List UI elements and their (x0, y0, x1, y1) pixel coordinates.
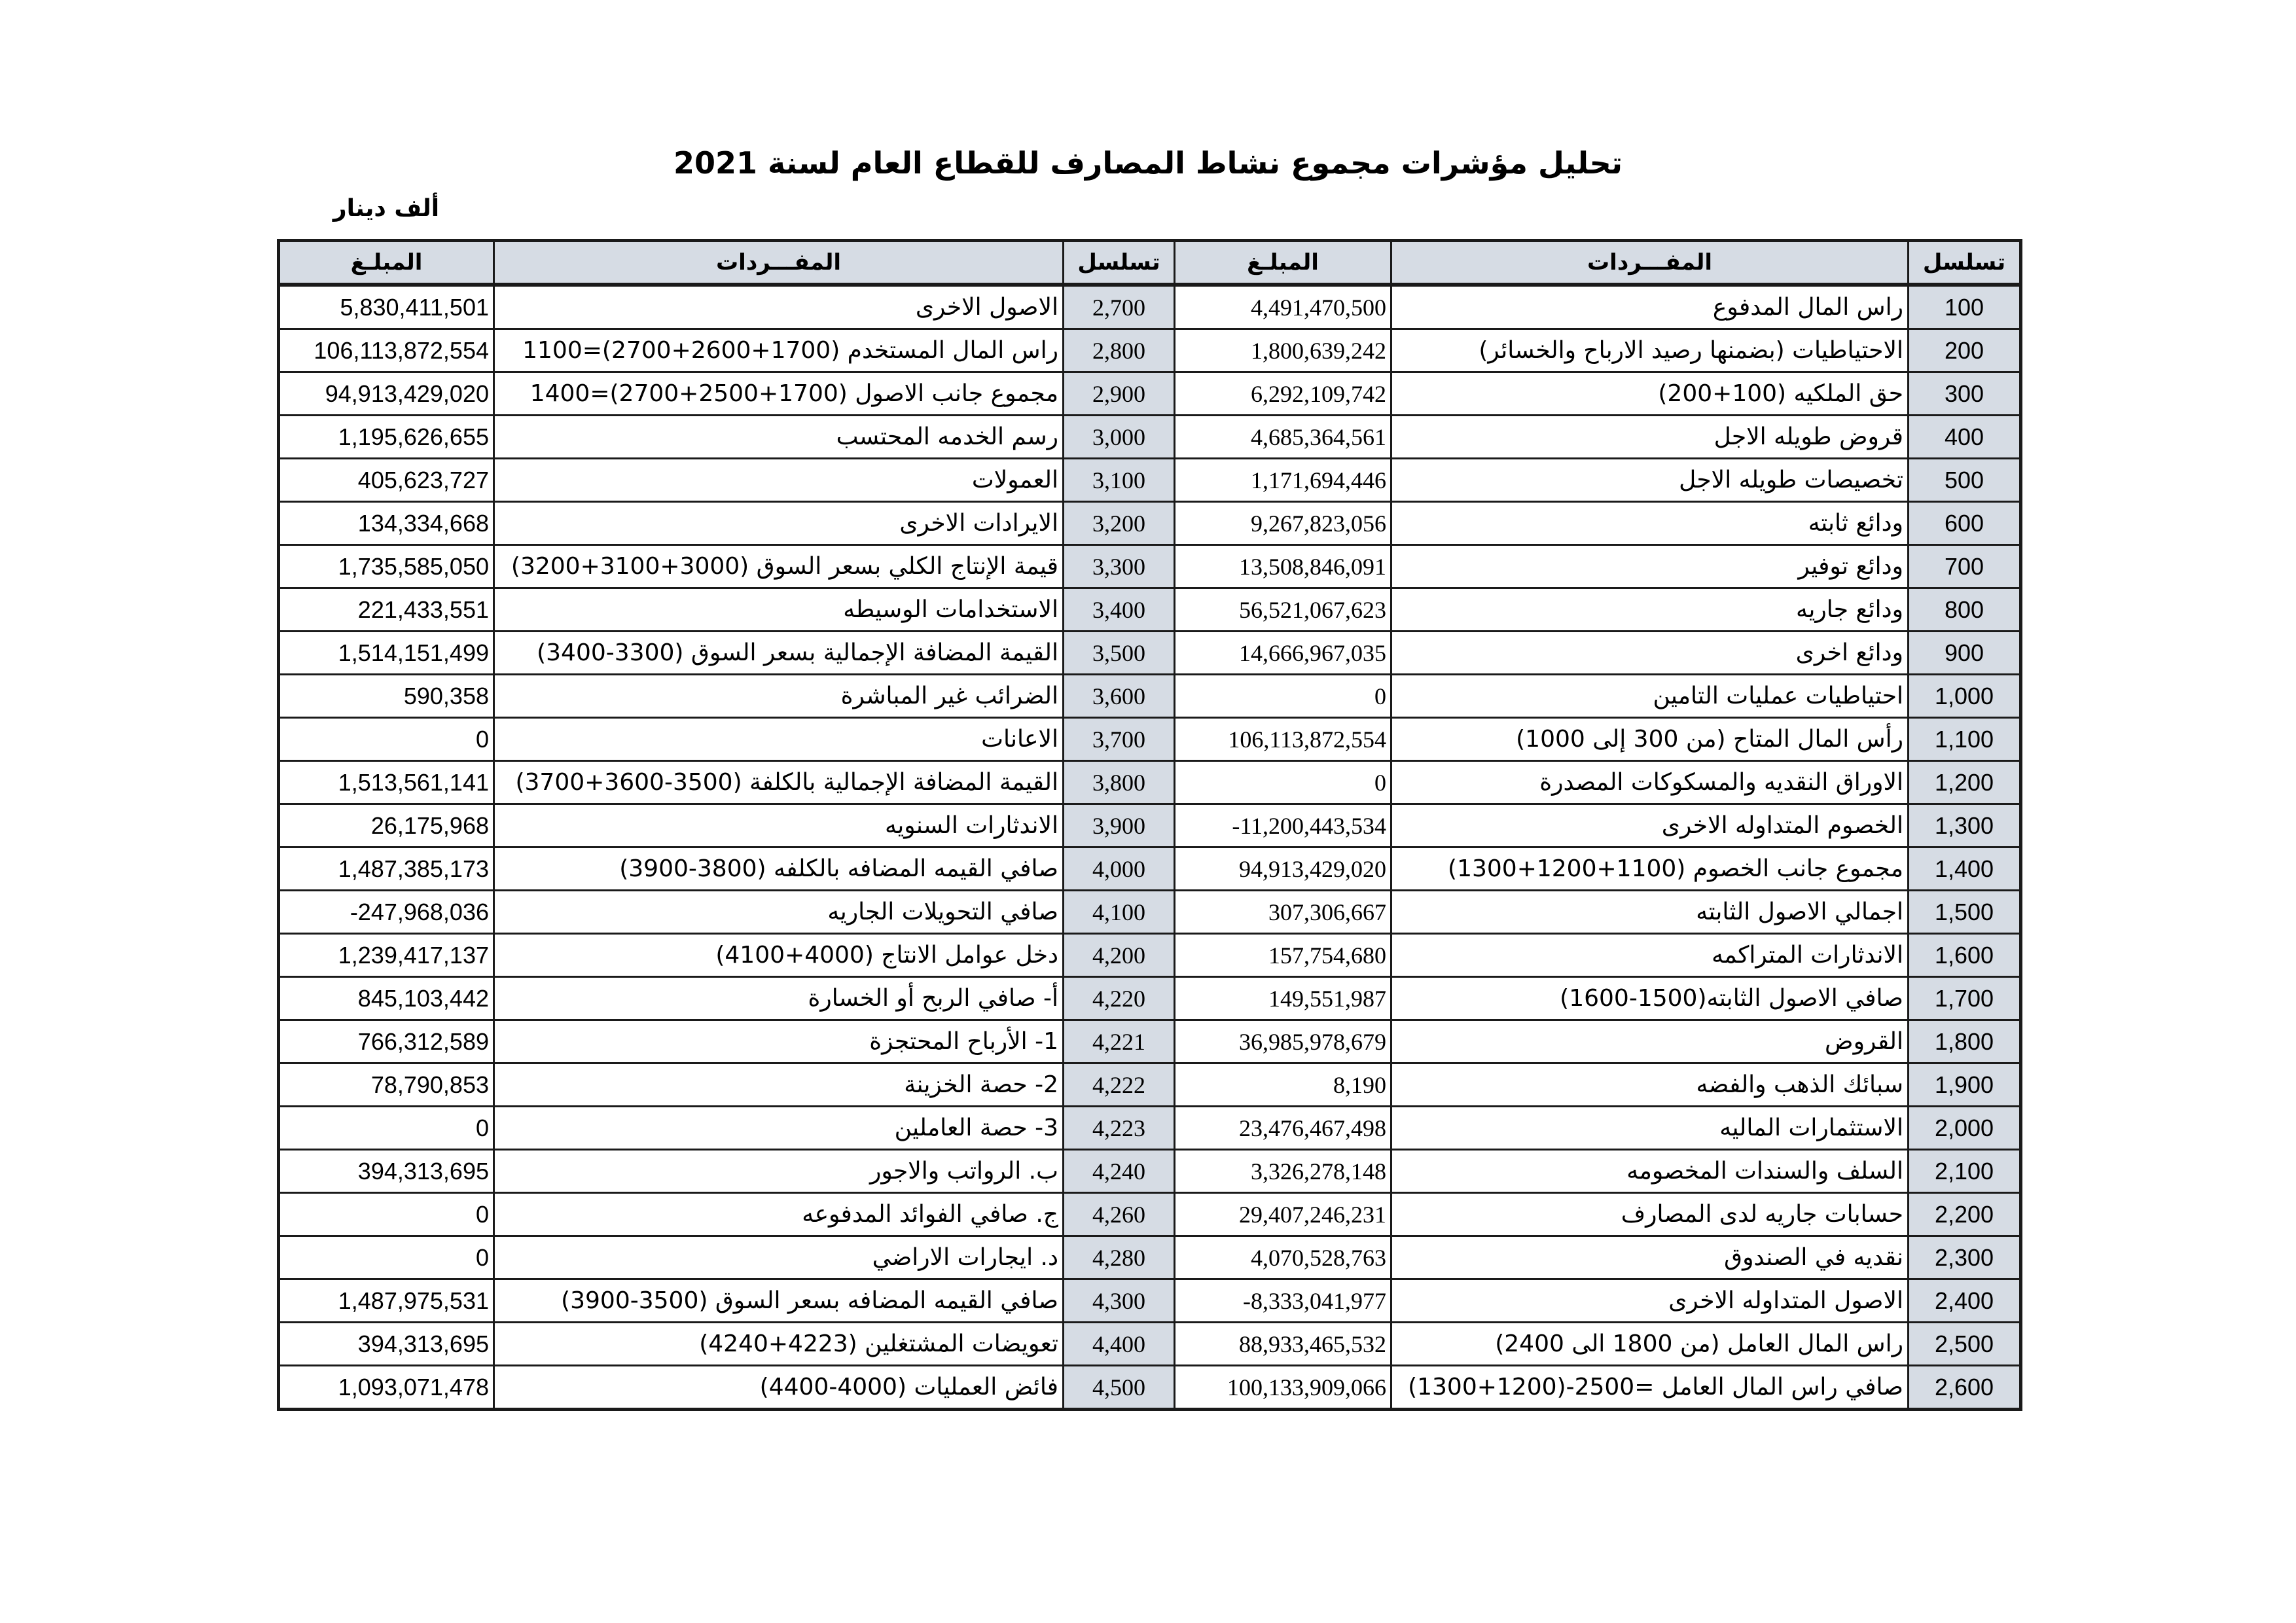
amount-left-cell: 78,790,853 (279, 1063, 494, 1107)
amount-left-cell: 1,735,585,050 (279, 545, 494, 588)
amount-left-cell: 26,175,968 (279, 804, 494, 847)
header-amount-right: المبلـغ (1175, 241, 1391, 285)
table-row (279, 1366, 2021, 1410)
amount-left-cell: 1,239,417,137 (279, 934, 494, 977)
item-left-cell: الاندثارات السنويه (494, 804, 1064, 847)
table-row (279, 977, 2021, 1020)
seq-left-cell: 2,800 (1064, 329, 1175, 372)
table-row (279, 502, 2021, 545)
seq-right-cell: 100 (1909, 285, 2021, 329)
item-right-cell: اجمالي الاصول الثابته (1391, 891, 1909, 934)
amount-right-cell: 36,985,978,679 (1175, 1020, 1391, 1063)
seq-left-cell: 4,400 (1064, 1323, 1175, 1366)
item-left-cell: 3- حصة العاملين (494, 1107, 1064, 1150)
seq-right-cell: 1,300 (1909, 804, 2021, 847)
header-seq-right: تسلسل (1909, 241, 2021, 285)
item-left-cell: الايرادات الاخرى (494, 502, 1064, 545)
table-row (279, 1236, 2021, 1279)
amount-right-cell: 0 (1175, 675, 1391, 718)
amount-right-cell: 8,190 (1175, 1063, 1391, 1107)
table-row (279, 632, 2021, 675)
table-row (279, 1193, 2021, 1236)
item-right-cell: الاندثارات المتراكمه (1391, 934, 1909, 977)
item-left-cell: ب. الرواتب والاجور (494, 1150, 1064, 1193)
seq-left-cell: 4,100 (1064, 891, 1175, 934)
amount-right-cell: 14,666,967,035 (1175, 632, 1391, 675)
seq-left-cell: 4,221 (1064, 1020, 1175, 1063)
seq-left-cell: 4,200 (1064, 934, 1175, 977)
amount-right-cell: 149,551,987 (1175, 977, 1391, 1020)
item-left-cell: 2- حصة الخزينة (494, 1063, 1064, 1107)
amount-left-cell: 394,313,695 (279, 1323, 494, 1366)
seq-right-cell: 1,500 (1909, 891, 2021, 934)
amount-right-cell: 88,933,465,532 (1175, 1323, 1391, 1366)
amount-right-cell: 6,292,109,742 (1175, 372, 1391, 416)
item-right-cell: تخصيصات طويله الاجل (1391, 459, 1909, 502)
item-right-cell: ودائع اخرى (1391, 632, 1909, 675)
seq-left-cell: 2,900 (1064, 372, 1175, 416)
item-left-cell: الضرائب غير المباشرة (494, 675, 1064, 718)
table-row (279, 934, 2021, 977)
seq-right-cell: 1,200 (1909, 761, 2021, 804)
amount-right-cell: 307,306,667 (1175, 891, 1391, 934)
item-right-cell: احتياطيات عمليات التامين (1391, 675, 1909, 718)
table-row (279, 847, 2021, 891)
table-row (279, 804, 2021, 847)
item-left-cell: القيمة المضافة الإجمالية بالكلفة (3500-3600+3700) (494, 761, 1064, 804)
seq-left-cell: 4,240 (1064, 1150, 1175, 1193)
item-right-cell: مجموع جانب الخصوم (1100+1200+1300) (1391, 847, 1909, 891)
table-row (279, 761, 2021, 804)
table-row (279, 1107, 2021, 1150)
amount-right-cell: 3,326,278,148 (1175, 1150, 1391, 1193)
seq-left-cell: 3,300 (1064, 545, 1175, 588)
item-left-cell: الاصول الاخرى (494, 285, 1064, 329)
seq-right-cell: 2,600 (1909, 1366, 2021, 1410)
seq-right-cell: 900 (1909, 632, 2021, 675)
item-right-cell: الخصوم المتداوله الاخرى (1391, 804, 1909, 847)
table-header-row (279, 241, 2021, 285)
seq-right-cell: 2,500 (1909, 1323, 2021, 1366)
seq-right-cell: 2,300 (1909, 1236, 2021, 1279)
item-right-cell: صافي الاصول الثابته(1500-1600) (1391, 977, 1909, 1020)
seq-left-cell: 3,600 (1064, 675, 1175, 718)
table-row (279, 588, 2021, 632)
item-left-cell: دخل عوامل الانتاج (4000+4100) (494, 934, 1064, 977)
item-left-cell: أ- صافي الربح أو الخسارة (494, 977, 1064, 1020)
item-right-cell: القروض (1391, 1020, 1909, 1063)
amount-left-cell: 1,487,975,531 (279, 1279, 494, 1323)
amount-right-cell: 1,171,694,446 (1175, 459, 1391, 502)
amount-right-cell: 157,754,680 (1175, 934, 1391, 977)
seq-right-cell: 200 (1909, 329, 2021, 372)
amount-left-cell: 1,093,071,478 (279, 1366, 494, 1410)
amount-left-cell: 106,113,872,554 (279, 329, 494, 372)
item-left-cell: الاستخدامات الوسيطه (494, 588, 1064, 632)
seq-left-cell: 3,000 (1064, 416, 1175, 459)
table-row (279, 1279, 2021, 1323)
seq-right-cell: 400 (1909, 416, 2021, 459)
amount-left-cell: 0 (279, 1236, 494, 1279)
amount-left-cell: 1,195,626,655 (279, 416, 494, 459)
item-right-cell: الاحتياطيات (بضمنها رصيد الارباح والخسائر) (1391, 329, 1909, 372)
item-left-cell: صافي القيمه المضافه بسعر السوق (3500-3900) (494, 1279, 1064, 1323)
table-row (279, 675, 2021, 718)
seq-right-cell: 2,100 (1909, 1150, 2021, 1193)
seq-right-cell: 1,900 (1909, 1063, 2021, 1107)
item-right-cell: ودائع توفير (1391, 545, 1909, 588)
table-row (279, 416, 2021, 459)
seq-right-cell: 500 (1909, 459, 2021, 502)
seq-left-cell: 4,260 (1064, 1193, 1175, 1236)
seq-left-cell: 3,800 (1064, 761, 1175, 804)
item-left-cell: راس المال المستخدم (1700+2600+2700)=1100 (494, 329, 1064, 372)
seq-right-cell: 300 (1909, 372, 2021, 416)
table-row (279, 891, 2021, 934)
seq-right-cell: 2,400 (1909, 1279, 2021, 1323)
header-item-right: المفـــردات (1391, 241, 1909, 285)
seq-right-cell: 800 (1909, 588, 2021, 632)
item-left-cell: قيمة الإنتاج الكلي بسعر السوق (3000+3100+3200) (494, 545, 1064, 588)
table-row (279, 1020, 2021, 1063)
document-title: تحليل مؤشرات مجموع نشاط المصارف للقطاع العام لسنة 2021 (673, 145, 1623, 181)
header-seq-left: تسلسل (1064, 241, 1175, 285)
item-right-cell: راس المال العامل (من 1800 الى 2400) (1391, 1323, 1909, 1366)
seq-right-cell: 1,600 (1909, 934, 2021, 977)
item-right-cell: قروض طويله الاجل (1391, 416, 1909, 459)
item-right-cell: الاوراق النقديه والمسكوكات المصدرة (1391, 761, 1909, 804)
table-row (279, 1063, 2021, 1107)
item-right-cell: راس المال المدفوع (1391, 285, 1909, 329)
amount-right-cell: -8,333,041,977 (1175, 1279, 1391, 1323)
seq-left-cell: 4,280 (1064, 1236, 1175, 1279)
seq-left-cell: 3,500 (1064, 632, 1175, 675)
seq-left-cell: 2,700 (1064, 285, 1175, 329)
table-row (279, 545, 2021, 588)
currency-unit-label: ألف دينار (332, 195, 440, 222)
seq-left-cell: 3,700 (1064, 718, 1175, 761)
item-right-cell: صافي راس المال العامل =2500-(1200+1300) (1391, 1366, 1909, 1410)
item-left-cell: د. ايجارات الاراضي (494, 1236, 1064, 1279)
amount-left-cell: 394,313,695 (279, 1150, 494, 1193)
seq-left-cell: 3,400 (1064, 588, 1175, 632)
item-right-cell: رأس المال المتاح (من 300 إلى 1000) (1391, 718, 1909, 761)
amount-left-cell: 0 (279, 1107, 494, 1150)
item-left-cell: رسم الخدمه المحتسب (494, 416, 1064, 459)
item-left-cell: العمولات (494, 459, 1064, 502)
item-right-cell: سبائك الذهب والفضه (1391, 1063, 1909, 1107)
amount-left-cell: 134,334,668 (279, 502, 494, 545)
amount-right-cell: 23,476,467,498 (1175, 1107, 1391, 1150)
item-right-cell: حسابات جاريه لدى المصارف (1391, 1193, 1909, 1236)
item-left-cell: مجموع جانب الاصول (1700+2500+2700)=1400 (494, 372, 1064, 416)
seq-right-cell: 1,700 (1909, 977, 2021, 1020)
seq-left-cell: 3,900 (1064, 804, 1175, 847)
seq-right-cell: 1,400 (1909, 847, 2021, 891)
seq-left-cell: 4,000 (1064, 847, 1175, 891)
bank-indicators-table (277, 239, 2022, 1411)
table-row (279, 329, 2021, 372)
item-left-cell: ج. صافي الفوائد المدفوعه (494, 1193, 1064, 1236)
table-row (279, 718, 2021, 761)
amount-left-cell: -247,968,036 (279, 891, 494, 934)
seq-left-cell: 3,200 (1064, 502, 1175, 545)
amount-right-cell: 13,508,846,091 (1175, 545, 1391, 588)
amount-left-cell: 1,513,561,141 (279, 761, 494, 804)
seq-left-cell: 4,220 (1064, 977, 1175, 1020)
amount-right-cell: 29,407,246,231 (1175, 1193, 1391, 1236)
item-left-cell: تعويضات المشتغلين (4223+4240) (494, 1323, 1064, 1366)
amount-left-cell: 94,913,429,020 (279, 372, 494, 416)
table-row (279, 1150, 2021, 1193)
item-right-cell: ودائع جاريه (1391, 588, 1909, 632)
amount-right-cell: 4,685,364,561 (1175, 416, 1391, 459)
amount-left-cell: 405,623,727 (279, 459, 494, 502)
item-left-cell: 1- الأرباح المحتجزة (494, 1020, 1064, 1063)
seq-left-cell: 3,100 (1064, 459, 1175, 502)
item-left-cell: صافي القيمه المضافه بالكلفه (3800-3900) (494, 847, 1064, 891)
seq-right-cell: 700 (1909, 545, 2021, 588)
item-left-cell: الاعانات (494, 718, 1064, 761)
table-row (279, 285, 2021, 329)
amount-right-cell: 100,133,909,066 (1175, 1366, 1391, 1410)
item-right-cell: السلف والسندات المخصومه (1391, 1150, 1909, 1193)
amount-right-cell: 0 (1175, 761, 1391, 804)
header-item-left: المفـــردات (494, 241, 1064, 285)
amount-left-cell: 845,103,442 (279, 977, 494, 1020)
item-left-cell: فائض العمليات (4000-4400) (494, 1366, 1064, 1410)
amount-right-cell: 1,800,639,242 (1175, 329, 1391, 372)
seq-left-cell: 4,500 (1064, 1366, 1175, 1410)
amount-right-cell: 94,913,429,020 (1175, 847, 1391, 891)
seq-left-cell: 4,300 (1064, 1279, 1175, 1323)
item-right-cell: الاستثمارات الماليه (1391, 1107, 1909, 1150)
amount-right-cell: 106,113,872,554 (1175, 718, 1391, 761)
seq-right-cell: 1,800 (1909, 1020, 2021, 1063)
item-right-cell: ودائع ثابته (1391, 502, 1909, 545)
amount-left-cell: 590,358 (279, 675, 494, 718)
amount-right-cell: -11,200,443,534 (1175, 804, 1391, 847)
header-amount-left: المبلـغ (279, 241, 494, 285)
seq-left-cell: 4,222 (1064, 1063, 1175, 1107)
amount-left-cell: 0 (279, 718, 494, 761)
amount-right-cell: 4,491,470,500 (1175, 285, 1391, 329)
amount-left-cell: 5,830,411,501 (279, 285, 494, 329)
amount-right-cell: 56,521,067,623 (1175, 588, 1391, 632)
amount-left-cell: 1,487,385,173 (279, 847, 494, 891)
item-right-cell: الاصول المتداوله الاخرى (1391, 1279, 1909, 1323)
amount-left-cell: 766,312,589 (279, 1020, 494, 1063)
amount-right-cell: 9,267,823,056 (1175, 502, 1391, 545)
item-right-cell: حق الملكيه (100+200) (1391, 372, 1909, 416)
item-right-cell: نقديه في الصندوق (1391, 1236, 1909, 1279)
amount-right-cell: 4,070,528,763 (1175, 1236, 1391, 1279)
table-row (279, 1323, 2021, 1366)
seq-right-cell: 1,000 (1909, 675, 2021, 718)
seq-right-cell: 1,100 (1909, 718, 2021, 761)
amount-left-cell: 0 (279, 1193, 494, 1236)
seq-right-cell: 600 (1909, 502, 2021, 545)
amount-left-cell: 1,514,151,499 (279, 632, 494, 675)
table-row (279, 372, 2021, 416)
table-row (279, 459, 2021, 502)
seq-right-cell: 2,200 (1909, 1193, 2021, 1236)
amount-left-cell: 221,433,551 (279, 588, 494, 632)
seq-left-cell: 4,223 (1064, 1107, 1175, 1150)
item-left-cell: القيمة المضافة الإجمالية بسعر السوق (3300-3400) (494, 632, 1064, 675)
item-left-cell: صافي التحويلات الجاريه (494, 891, 1064, 934)
seq-right-cell: 2,000 (1909, 1107, 2021, 1150)
